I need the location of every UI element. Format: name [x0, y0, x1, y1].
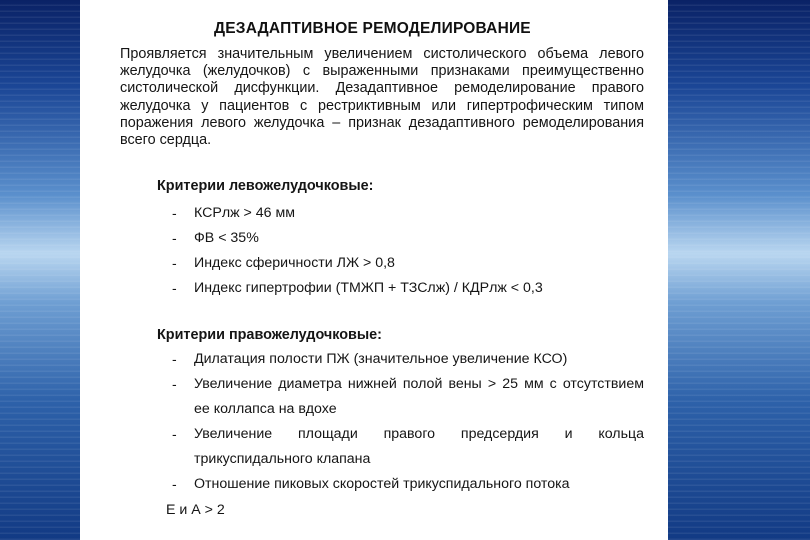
right-criteria-item: [172, 347, 644, 372]
left-criteria-text: Индекс сферичности ЛЖ > 0,8: [194, 255, 395, 271]
left-criteria-item: [172, 204, 644, 229]
bullet-dash: -: [172, 255, 177, 271]
right-criteria-item: [172, 422, 644, 472]
right-criteria-item: [172, 472, 644, 497]
bullet-dash: -: [172, 230, 177, 246]
sea-background-right: [668, 0, 810, 540]
right-criteria-text: Отношение пиковых скоростей трикуспидального потока: [194, 476, 570, 492]
bullet-dash: -: [172, 280, 177, 296]
bullet-dash: -: [172, 476, 177, 492]
bullet-dash: -: [172, 351, 177, 367]
left-criteria-item: [172, 254, 644, 279]
bullet-dash: -: [172, 376, 177, 392]
bullet-dash: -: [172, 205, 177, 221]
document-page: [80, 0, 668, 540]
left-criteria-text: Индекс гипертрофии (ТМЖП + ТЗСлж) / КДРлж < 0,3: [194, 280, 543, 296]
right-criteria-heading: Критерии правожелудочковые:: [157, 327, 382, 343]
document-title: ДЕЗАДАПТИВНОЕ РЕМОДЕЛИРОВАНИЕ: [214, 20, 531, 37]
left-criteria-text: КСРлж > 46 мм: [194, 205, 295, 221]
left-criteria-item: [172, 229, 644, 254]
right-criteria-list: [172, 347, 644, 497]
bullet-dash: -: [172, 426, 177, 442]
ratio-line: Е и А > 2: [166, 502, 225, 518]
right-criteria-text: Дилатация полости ПЖ (значительное увеличение КСО): [194, 351, 568, 367]
intro-paragraph: Проявляется значительным увеличением систолического объема левого желудочка (желудочков) с выраженными признаками преимущественно систолической дисфункции. Дезадаптивное ремоделирование правого желудочка у пациентов с рестриктивным или гипертрофическим типом поражения левого желудочка – признак дезадаптивного ремоделирования всего сердца.: [120, 46, 644, 149]
left-criteria-list: [172, 204, 644, 304]
left-criteria-heading: Критерии левожелудочковые:: [157, 178, 374, 194]
left-criteria-text: ФВ < 35%: [194, 230, 259, 246]
sea-background-left: [0, 0, 80, 540]
left-criteria-item: [172, 279, 644, 304]
right-criteria-text: Увеличение площади правого предсердия и кольца трикуспидального клапана: [194, 426, 644, 467]
right-criteria-text: Увеличение диаметра нижней полой вены > 25 мм с отсутствием ее коллапса на вдохе: [194, 376, 644, 417]
right-criteria-item: [172, 372, 644, 422]
